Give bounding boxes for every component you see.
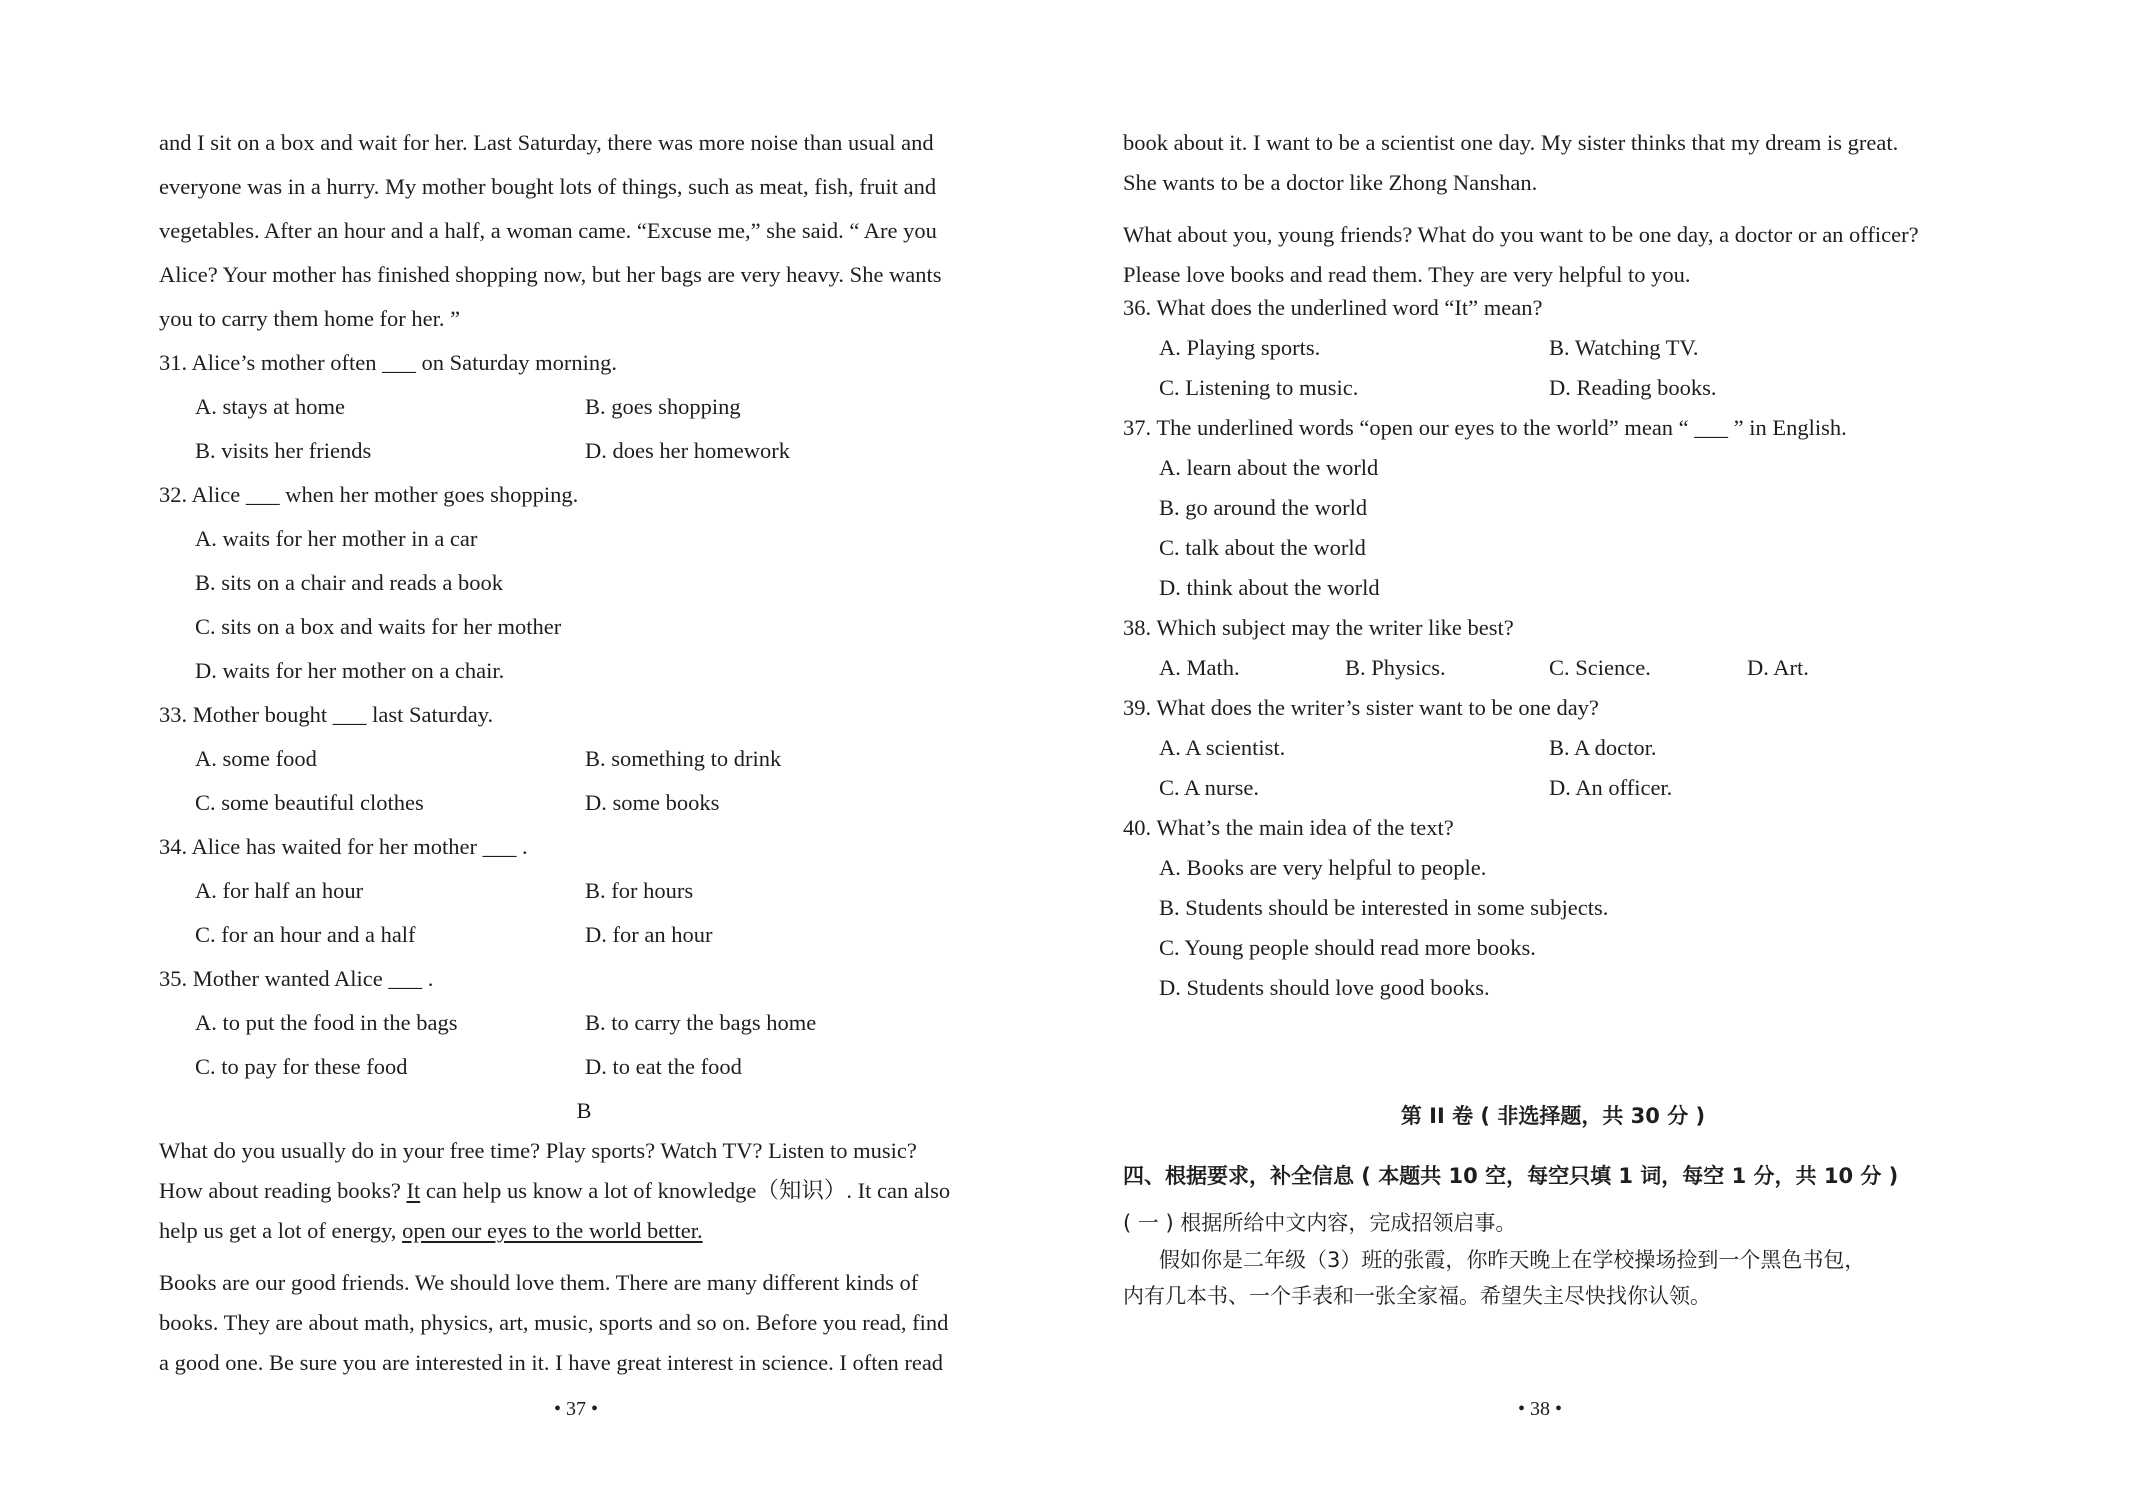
option: C. for an hour and a half: [195, 922, 416, 947]
text-span: help us get a lot of energy,: [159, 1218, 403, 1243]
option: A. Playing sports.: [1159, 335, 1321, 360]
option: D. for an hour: [585, 922, 713, 947]
option: A. Math.: [1159, 655, 1240, 680]
text-line: Alice? Your mother has finished shopping now, but her bags are very heavy. She wants: [159, 262, 942, 287]
text-line: She wants to be a doctor like Zhong Nanshan.: [1123, 170, 1538, 195]
text-span: can help us know a lot of knowledge（知识）. It can also: [420, 1178, 951, 1203]
option: B. to carry the bags home: [585, 1010, 817, 1035]
section-b-label: B: [576, 1098, 592, 1123]
text-span: How about reading books?: [159, 1178, 407, 1203]
section-4-heading: 四、根据要求，补全信息 ( 本题共 10 空，每空只填 1 词，每空 1 分，共 10 分 ): [1123, 1164, 1899, 1188]
option: B. go around the world: [1159, 495, 1368, 520]
question-33: 33. Mother bought ___ last Saturday.: [159, 702, 494, 727]
text-line: What do you usually do in your free time? Play sports? Watch TV? Listen to music?: [159, 1138, 917, 1163]
text-line: and I sit on a box and wait for her. Last Saturday, there was more noise than usual and: [159, 130, 934, 155]
text-line: [159, 1211, 1009, 1251]
option: C. to pay for these food: [195, 1054, 408, 1079]
subsection-1-heading: ( 一 ) 根据所给中文内容，完成招领启事。: [1123, 1211, 1517, 1235]
part-2-title: 第 II 卷 ( 非选择题，共 30 分 ): [1400, 1104, 1706, 1128]
option: B. for hours: [585, 878, 694, 903]
intro-paragraph: [159, 121, 1009, 341]
continued-paragraph: [1123, 123, 1983, 203]
option: D. to eat the food: [585, 1054, 742, 1079]
option: C. sits on a box and waits for her mother: [195, 614, 562, 639]
option: C. Listening to music.: [1159, 375, 1359, 400]
option: D. some books: [585, 790, 720, 815]
text-line: a good one. Be sure you are interested in it. I have great interest in science. I often read: [159, 1350, 944, 1375]
option: B. goes shopping: [585, 394, 741, 419]
page-number: • 38 •: [1518, 1398, 1563, 1420]
option: A. for half an hour: [195, 878, 364, 903]
passage-b-paragraph-1: [159, 1131, 1009, 1251]
question-39: 39. What does the writer’s sister want to be one day?: [1123, 695, 1599, 720]
text-line: [159, 1171, 1009, 1211]
option: A. learn about the world: [1159, 455, 1379, 480]
text-line: What about you, young friends? What do you want to be one day, a doctor or an officer?: [1123, 222, 1919, 247]
option: B. A doctor.: [1549, 735, 1657, 760]
text-line: vegetables. After an hour and a half, a woman came. “Excuse me,” she said. “ Are you: [159, 218, 937, 243]
task-line-1: 假如你是二年级（3）班的张霞，你昨天晚上在学校操场捡到一个黑色书包，: [1159, 1248, 1866, 1272]
right-page: [1123, 0, 1983, 1508]
option: B. Students should be interested in some subjects.: [1159, 895, 1609, 920]
option: C. some beautiful clothes: [195, 790, 424, 815]
option: D. Art.: [1747, 655, 1809, 680]
passage-b-paragraph-2: [159, 1263, 1009, 1383]
text-line: book about it. I want to be a scientist one day. My sister thinks that my dream is great.: [1123, 130, 1899, 155]
option: D. An officer.: [1549, 775, 1673, 800]
text-line: books. They are about math, physics, art, music, sports and so on. Before you read, find: [159, 1310, 949, 1335]
text-line: Books are our good friends. We should love them. There are many different kinds of: [159, 1270, 919, 1295]
question-32: 32. Alice ___ when her mother goes shopping.: [159, 482, 579, 507]
question-34: 34. Alice has waited for her mother ___ .: [159, 834, 528, 859]
text-line: you to carry them home for her. ”: [159, 306, 461, 331]
closing-paragraph: [1123, 215, 1983, 295]
underlined-phrase: open our eyes to the world better.: [402, 1218, 703, 1243]
question-40: 40. What’s the main idea of the text?: [1123, 815, 1454, 840]
page-number: • 37 •: [554, 1398, 599, 1420]
option: B. something to drink: [585, 746, 782, 771]
option: C. A nurse.: [1159, 775, 1260, 800]
question-35: 35. Mother wanted Alice ___ .: [159, 966, 434, 991]
option: A. Books are very helpful to people.: [1159, 855, 1487, 880]
option: A. to put the food in the bags: [195, 1010, 458, 1035]
option: D. Reading books.: [1549, 375, 1717, 400]
option: B. Physics.: [1345, 655, 1446, 680]
option: D. Students should love good books.: [1159, 975, 1490, 1000]
left-page: [159, 0, 1009, 1508]
option: D. waits for her mother on a chair.: [195, 658, 505, 683]
task-line-2: 内有几本书、一个手表和一张全家福。希望失主尽快找你认领。: [1123, 1284, 1711, 1308]
option: B. visits her friends: [195, 438, 372, 463]
option: C. Young people should read more books.: [1159, 935, 1536, 960]
option: C. Science.: [1549, 655, 1651, 680]
question-37: 37. The underlined words “open our eyes to the world” mean “ ___ ” in English.: [1123, 415, 1847, 440]
option: C. talk about the world: [1159, 535, 1366, 560]
underlined-word-it: It: [406, 1178, 421, 1203]
option: B. sits on a chair and reads a book: [195, 570, 504, 595]
question-36: 36. What does the underlined word “It” mean?: [1123, 295, 1543, 320]
question-38: 38. Which subject may the writer like best?: [1123, 615, 1514, 640]
option: D. think about the world: [1159, 575, 1380, 600]
question-31: 31. Alice’s mother often ___ on Saturday morning.: [159, 350, 618, 375]
option: A. waits for her mother in a car: [195, 526, 478, 551]
option: A. some food: [195, 746, 317, 771]
option: D. does her homework: [585, 438, 790, 463]
option: A. A scientist.: [1159, 735, 1286, 760]
option: A. stays at home: [195, 394, 345, 419]
option: B. Watching TV.: [1549, 335, 1699, 360]
text-line: everyone was in a hurry. My mother bought lots of things, such as meat, fish, fruit and: [159, 174, 937, 199]
text-line: Please love books and read them. They are very helpful to you.: [1123, 262, 1691, 287]
